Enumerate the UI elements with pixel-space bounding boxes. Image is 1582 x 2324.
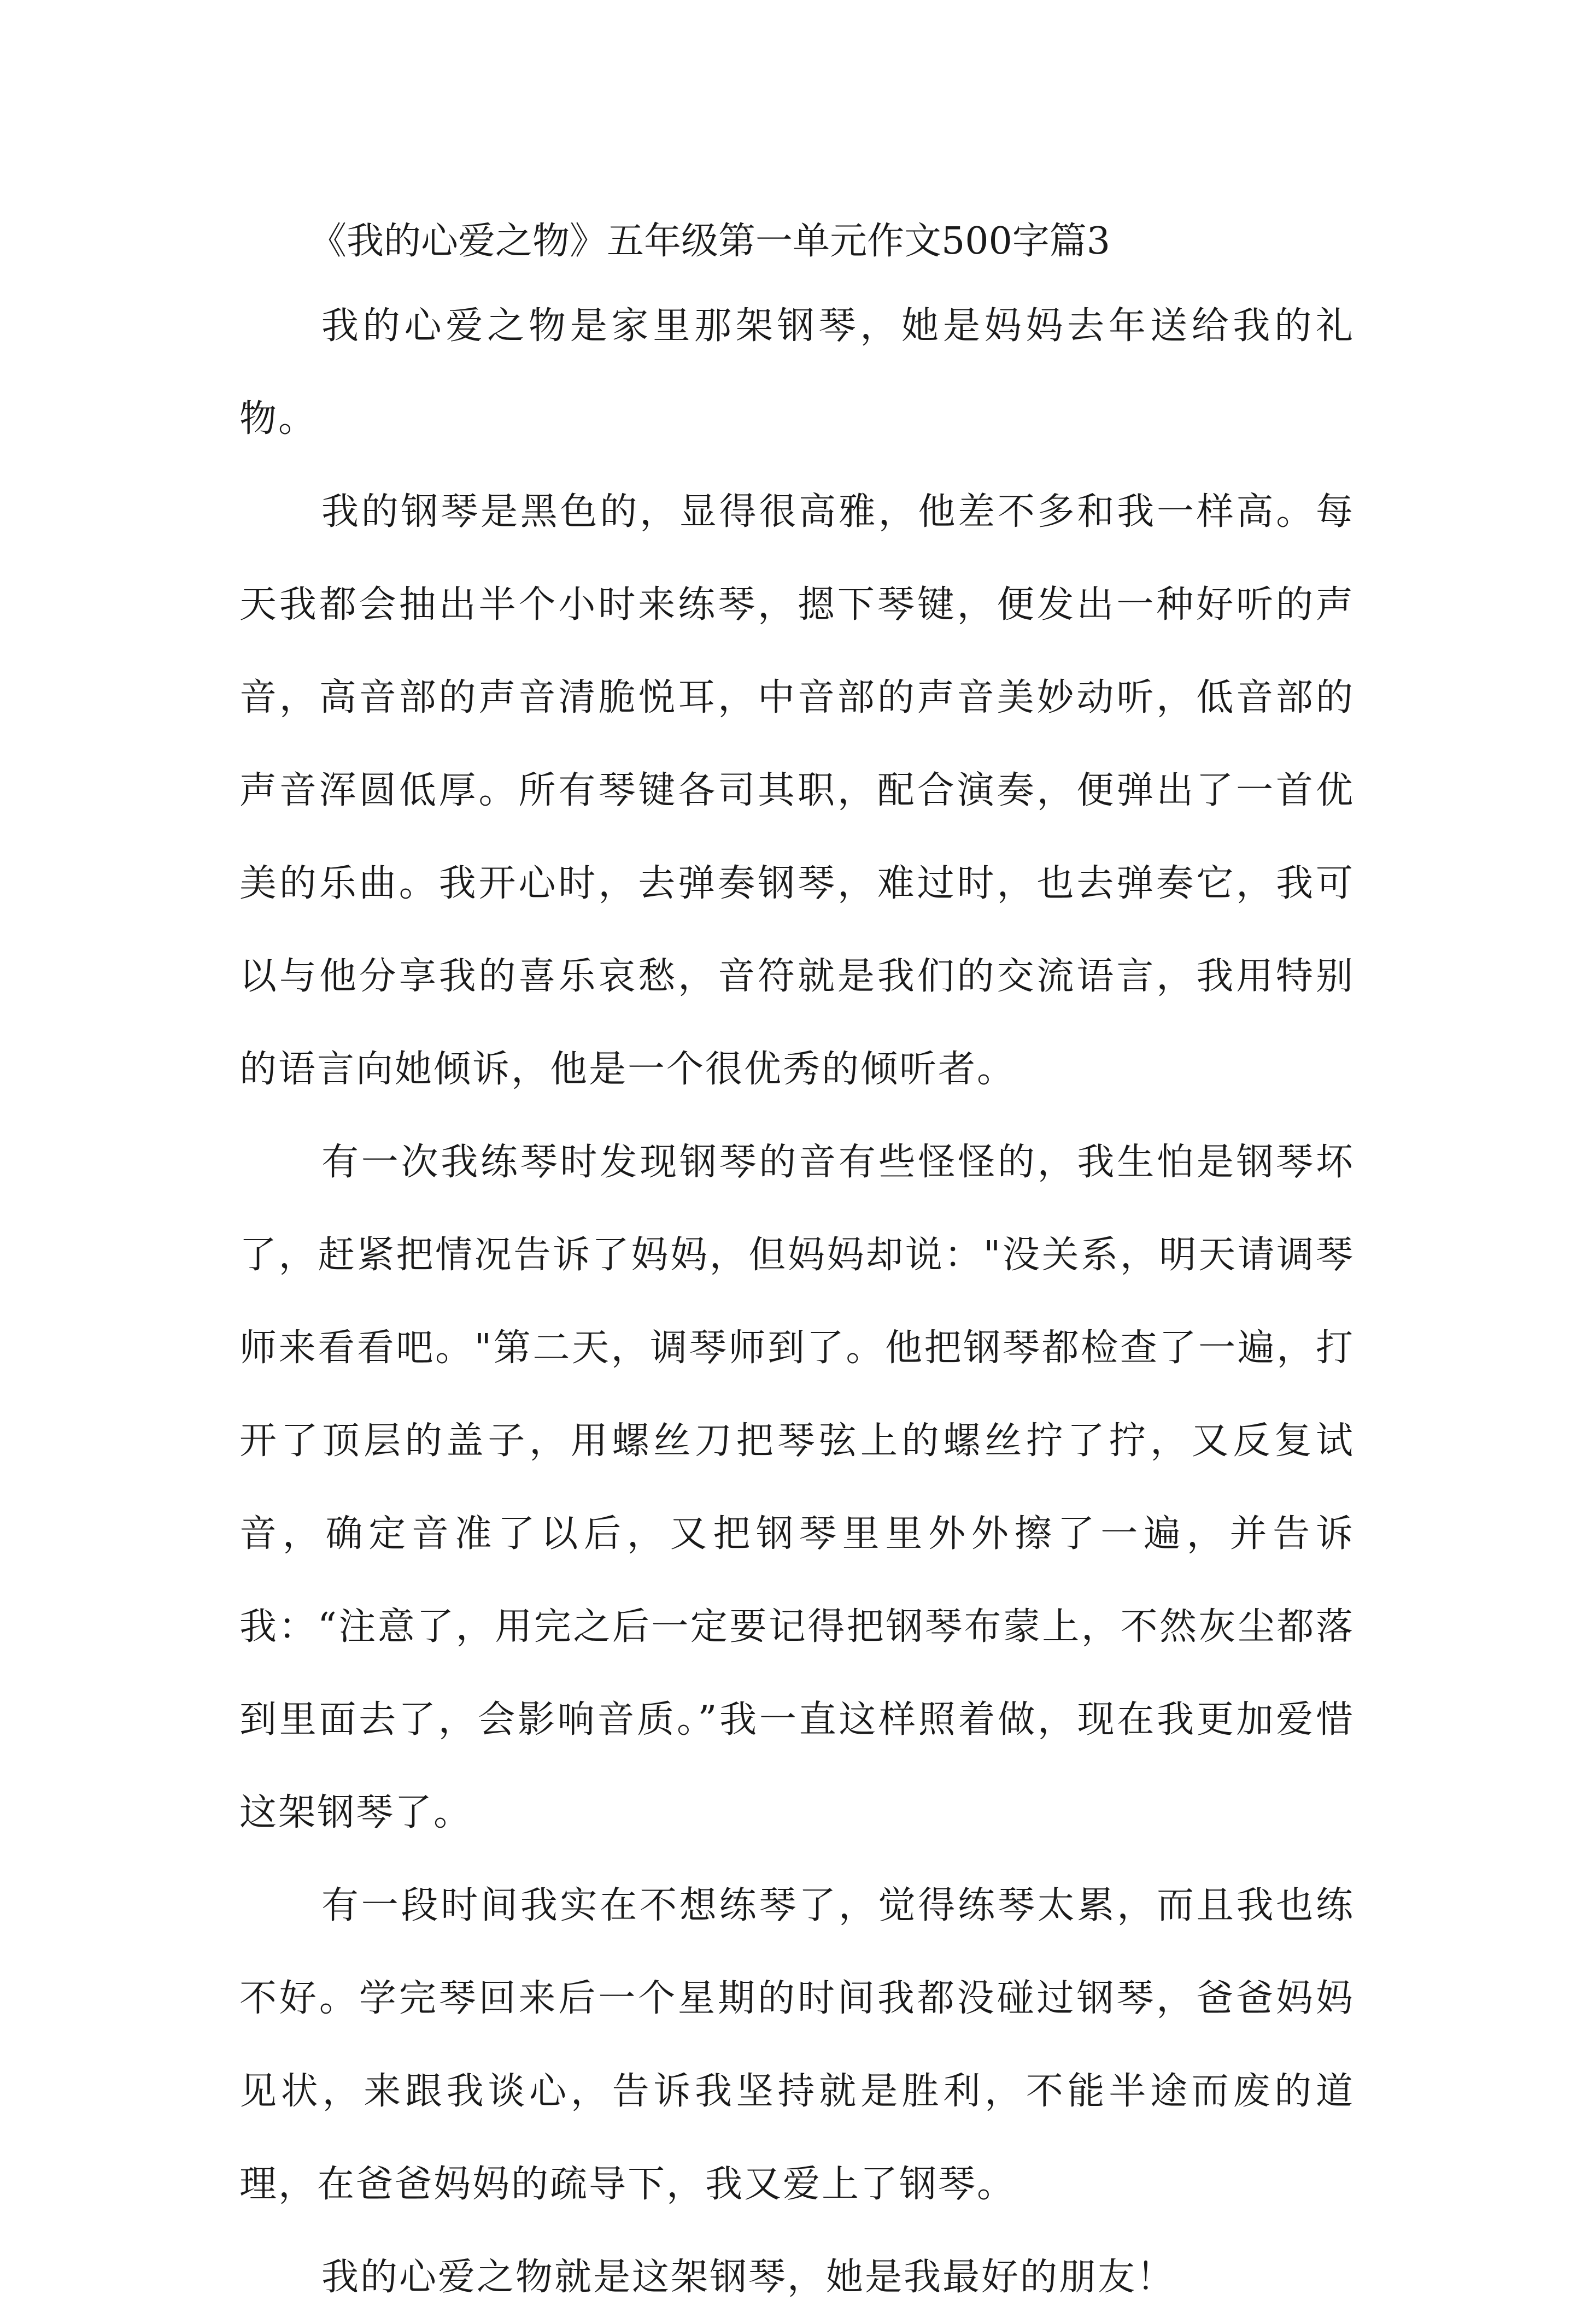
document-body xyxy=(239,203,1355,2324)
paragraph: 我的心爱之物就是这架钢琴，她是我最好的朋友！ xyxy=(321,2256,1176,2299)
paragraph: 我的钢琴是黑色的，显得很高雅，他差不多和我一样高。每天我都会抽出半个小时来练琴，摁下琴键，便发出一种好听的声音，高音部的声音清脆悦耳，中音部的声音美妙动听，低音部的声音浑圆低厚。所有琴键各司其职，配合演奏，便弹出了一首优美的乐曲。我开心时，去弹奏钢琴，难过时，也去弹奏它，我可以与他分享我的喜乐哀愁，音符就是我们的交流语言，我用特别的语言向她倾诉，他是一个很优秀的倾听者。 xyxy=(239,490,1355,1091)
paragraph: 我的心爱之物是家里那架钢琴，她是妈妈去年送给我的礼物。 xyxy=(239,304,1355,441)
paragraph: 有一段时间我实在不想练琴了，觉得练琴太累，而且我也练不好。学完琴回来后一个星期的时间我都没碰过钢琴，爸爸妈妈见状，来跟我谈心，告诉我坚持就是胜利，不能半途而废的道理，在爸爸妈妈的疏导下，我又爱上了钢琴。 xyxy=(239,1884,1355,2206)
document-title: 《我的心爱之物》五年级第一单元作文500字篇3 xyxy=(309,220,1111,263)
paragraph: 有一次我练琴时发现钢琴的音有些怪怪的，我生怕是钢琴坏了，赶紧把情况告诉了妈妈，但妈妈却说："没关系，明天请调琴师来看看吧。"第二天，调琴师到了。他把钢琴都检查了一遍，打开了顶层的盖子，用螺丝刀把琴弦上的螺丝拧了拧，又反复试音，确定音准了以后，又把钢琴里里外外擦了一遍，并告诉我：“注意了，用完之后一定要记得把钢琴布蒙上，不然灰尘都落到里面去了，会影响音质。”我一直这样照着做，现在我更加爱惜这架钢琴了。 xyxy=(239,1141,1355,1834)
